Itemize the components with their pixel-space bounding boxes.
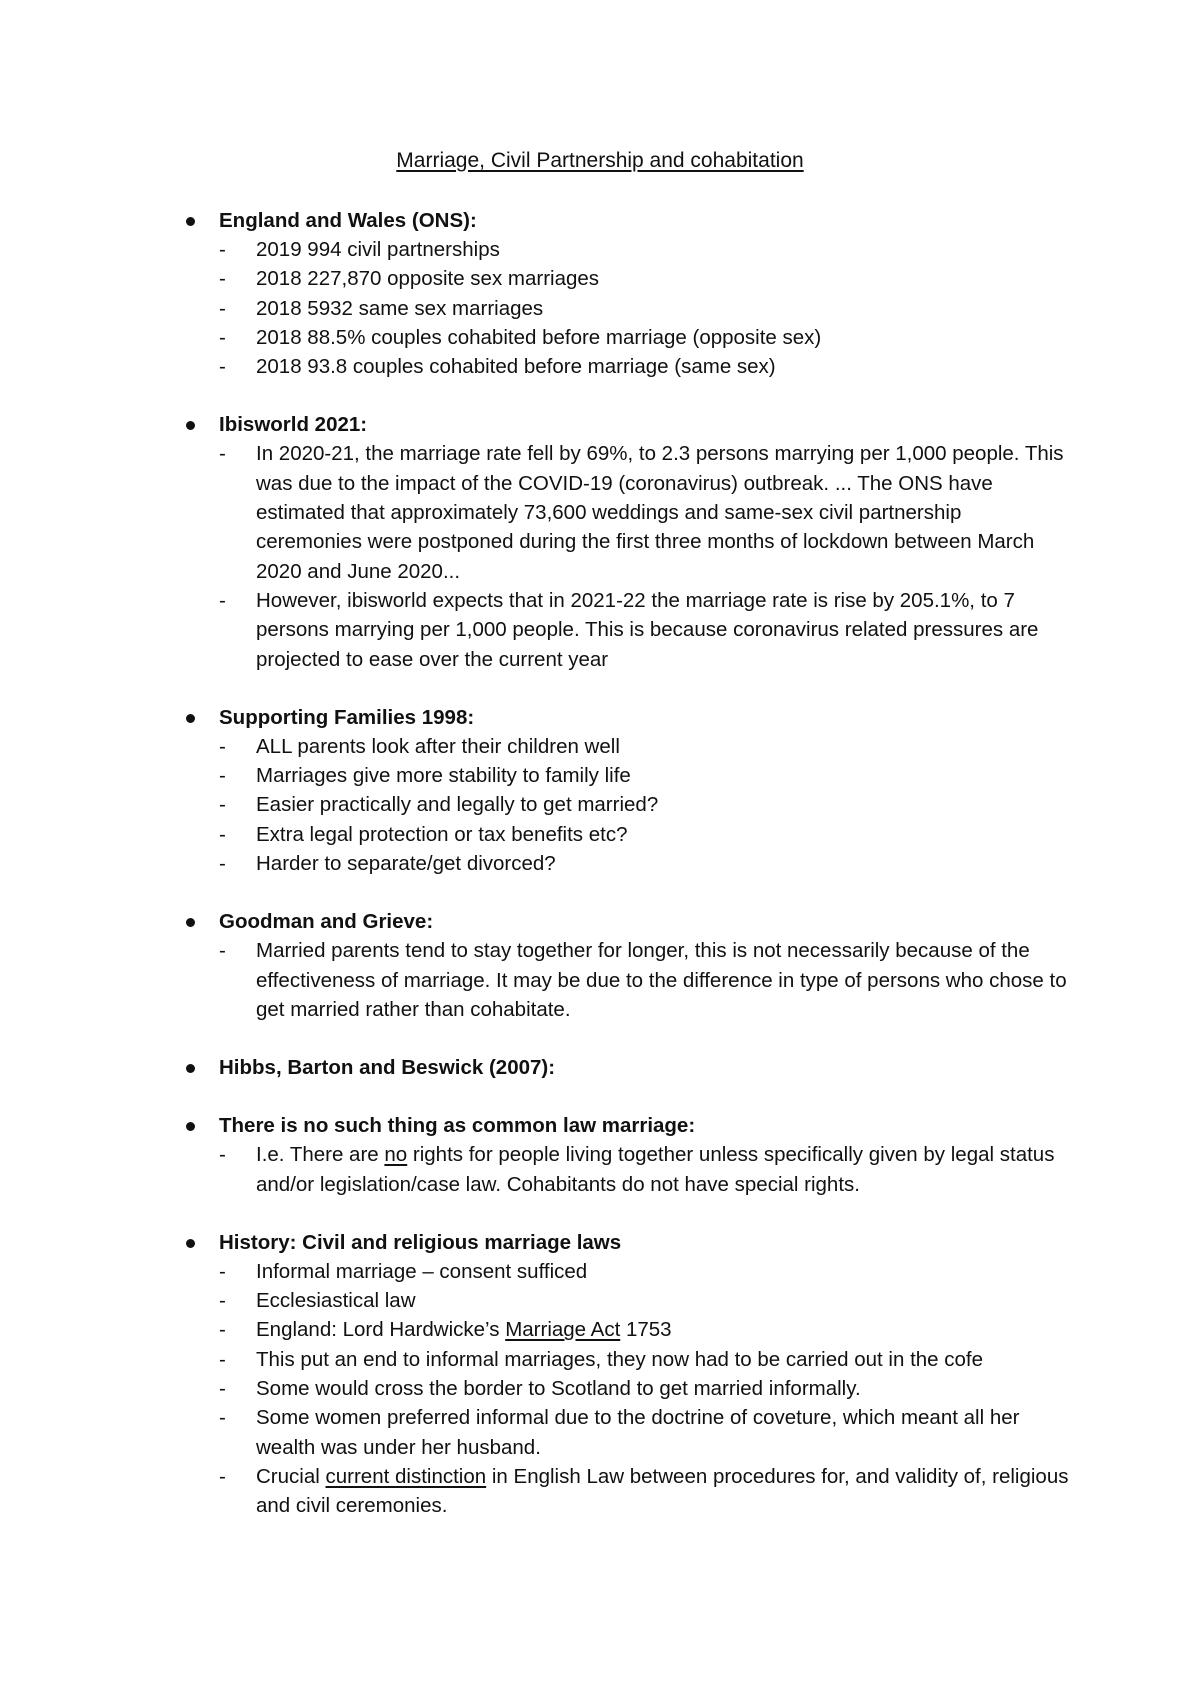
dash-icon: - xyxy=(219,793,226,817)
dash-icon: - xyxy=(219,238,226,261)
list-item: - England: Lord Hardwicke’s Marriage Act 1753 xyxy=(0,1315,1200,1344)
list-item: - Some would cross the border to Scotland to get married informally. xyxy=(0,1374,1200,1403)
document-title: Marriage, Civil Partnership and cohabitation xyxy=(396,149,804,172)
item-list xyxy=(0,439,1200,673)
section-heading: England and Wales (ONS): xyxy=(219,209,477,232)
list-item: - However, ibisworld expects that in 2021-22 the marriage rate is rise by 205.1%, to 7 persons marrying per 1,000 people. This is because coronavirus related pressures are projected to ease over the current year xyxy=(0,586,1200,674)
section-heading: Ibisworld 2021: xyxy=(219,413,368,437)
section-heading: Goodman and Grieve: xyxy=(219,910,434,934)
list-item: - I.e. There are no rights for people living together unless specifically given by legal status and/or legislation/case law. Cohabitants do not have special rights. xyxy=(0,1140,1200,1199)
list-item: - Harder to separate/get divorced? xyxy=(0,849,1200,878)
section-history xyxy=(0,1228,1200,1521)
dash-icon: - xyxy=(219,1347,226,1371)
section-supporting-families xyxy=(0,703,1200,878)
dash-icon: - xyxy=(219,734,226,758)
item-list xyxy=(0,1257,1200,1521)
dash-icon: - xyxy=(219,442,226,466)
dash-icon: - xyxy=(219,939,226,963)
bullet-icon xyxy=(186,918,195,927)
dash-icon: - xyxy=(219,1406,226,1430)
section-england-wales xyxy=(0,206,1200,381)
dash-icon: - xyxy=(219,1318,226,1342)
item-list xyxy=(0,1140,1200,1199)
section-heading: There is no such thing as common law marriage: xyxy=(219,1114,696,1138)
bullet-icon xyxy=(186,1064,195,1073)
list-item: - 2018 5932 same sex marriages xyxy=(0,294,1200,323)
list-item: - 2018 93.8 couples cohabited before marriage (same sex) xyxy=(0,352,1200,381)
list-item: - Extra legal protection or tax benefits etc? xyxy=(0,820,1200,849)
list-item: - Easier practically and legally to get married? xyxy=(0,790,1200,819)
dash-icon: - xyxy=(219,764,226,788)
list-item: - 2018 88.5% couples cohabited before marriage (opposite sex) xyxy=(0,323,1200,352)
dash-icon: - xyxy=(219,822,226,846)
list-item: - Some women preferred informal due to the doctrine of coveture, which meant all her wealth was under her husband. xyxy=(0,1403,1200,1462)
bullet-icon xyxy=(186,421,195,430)
list-item: - Informal marriage – consent sufficed xyxy=(0,1257,1200,1286)
dash-icon: - xyxy=(219,267,226,291)
dash-icon: - xyxy=(219,588,226,612)
section-goodman-grieve xyxy=(0,907,1200,1024)
bullet-icon xyxy=(186,217,195,226)
section-heading: History: Civil and religious marriage laws xyxy=(219,1230,622,1254)
item-list xyxy=(0,936,1200,1024)
dash-icon: - xyxy=(219,1377,226,1401)
document-body xyxy=(0,206,1200,1521)
section-ibisworld xyxy=(0,410,1200,673)
bullet-icon xyxy=(186,714,195,723)
list-item: - Crucial current distinction in English Law between procedures for, and validity of, religious and civil ceremonies. xyxy=(0,1462,1200,1521)
list-item: - Ecclesiastical law xyxy=(0,1286,1200,1315)
dash-icon: - xyxy=(219,852,226,876)
bullet-icon xyxy=(186,1239,195,1248)
section-heading: Supporting Families 1998: xyxy=(219,705,475,729)
list-item: - ALL parents look after their children well xyxy=(0,732,1200,761)
item-list xyxy=(0,235,1200,381)
list-item: - Marriages give more stability to family life xyxy=(0,761,1200,790)
section-common-law-marriage xyxy=(0,1111,1200,1199)
list-item: - Married parents tend to stay together for longer, this is not necessarily because of the effectiveness of marriage. It may be due to the difference in type of persons who chose to get married rather than cohabitate. xyxy=(0,936,1200,1024)
list-item: - 2018 227,870 opposite sex marriages xyxy=(0,264,1200,293)
list-item: - 2019 994 civil partnerships xyxy=(0,235,1200,264)
dash-icon: - xyxy=(219,325,226,349)
dash-icon: - xyxy=(219,355,226,379)
section-heading: Hibbs, Barton and Beswick (2007): xyxy=(219,1056,556,1080)
dash-icon: - xyxy=(219,1143,226,1167)
dash-icon: - xyxy=(219,1289,226,1313)
section-hibbs-barton-beswick xyxy=(0,1053,1200,1082)
list-item: - This put an end to informal marriages, they now had to be carried out in the cofe xyxy=(0,1345,1200,1374)
list-item: - In 2020-21, the marriage rate fell by 69%, to 2.3 persons marrying per 1,000 people. This was due to the impact of the COVID-19 (coronavirus) outbreak. ... The ONS have estimated that approximately 73,600 weddings and same-sex civil partnership ceremonies were postponed during the first three months of lockdown between March 2020 and June 2020... xyxy=(0,439,1200,585)
dash-icon: - xyxy=(219,1259,226,1283)
item-list xyxy=(0,732,1200,878)
dash-icon: - xyxy=(219,1464,226,1488)
dash-icon: - xyxy=(219,296,226,320)
bullet-icon xyxy=(186,1122,195,1131)
